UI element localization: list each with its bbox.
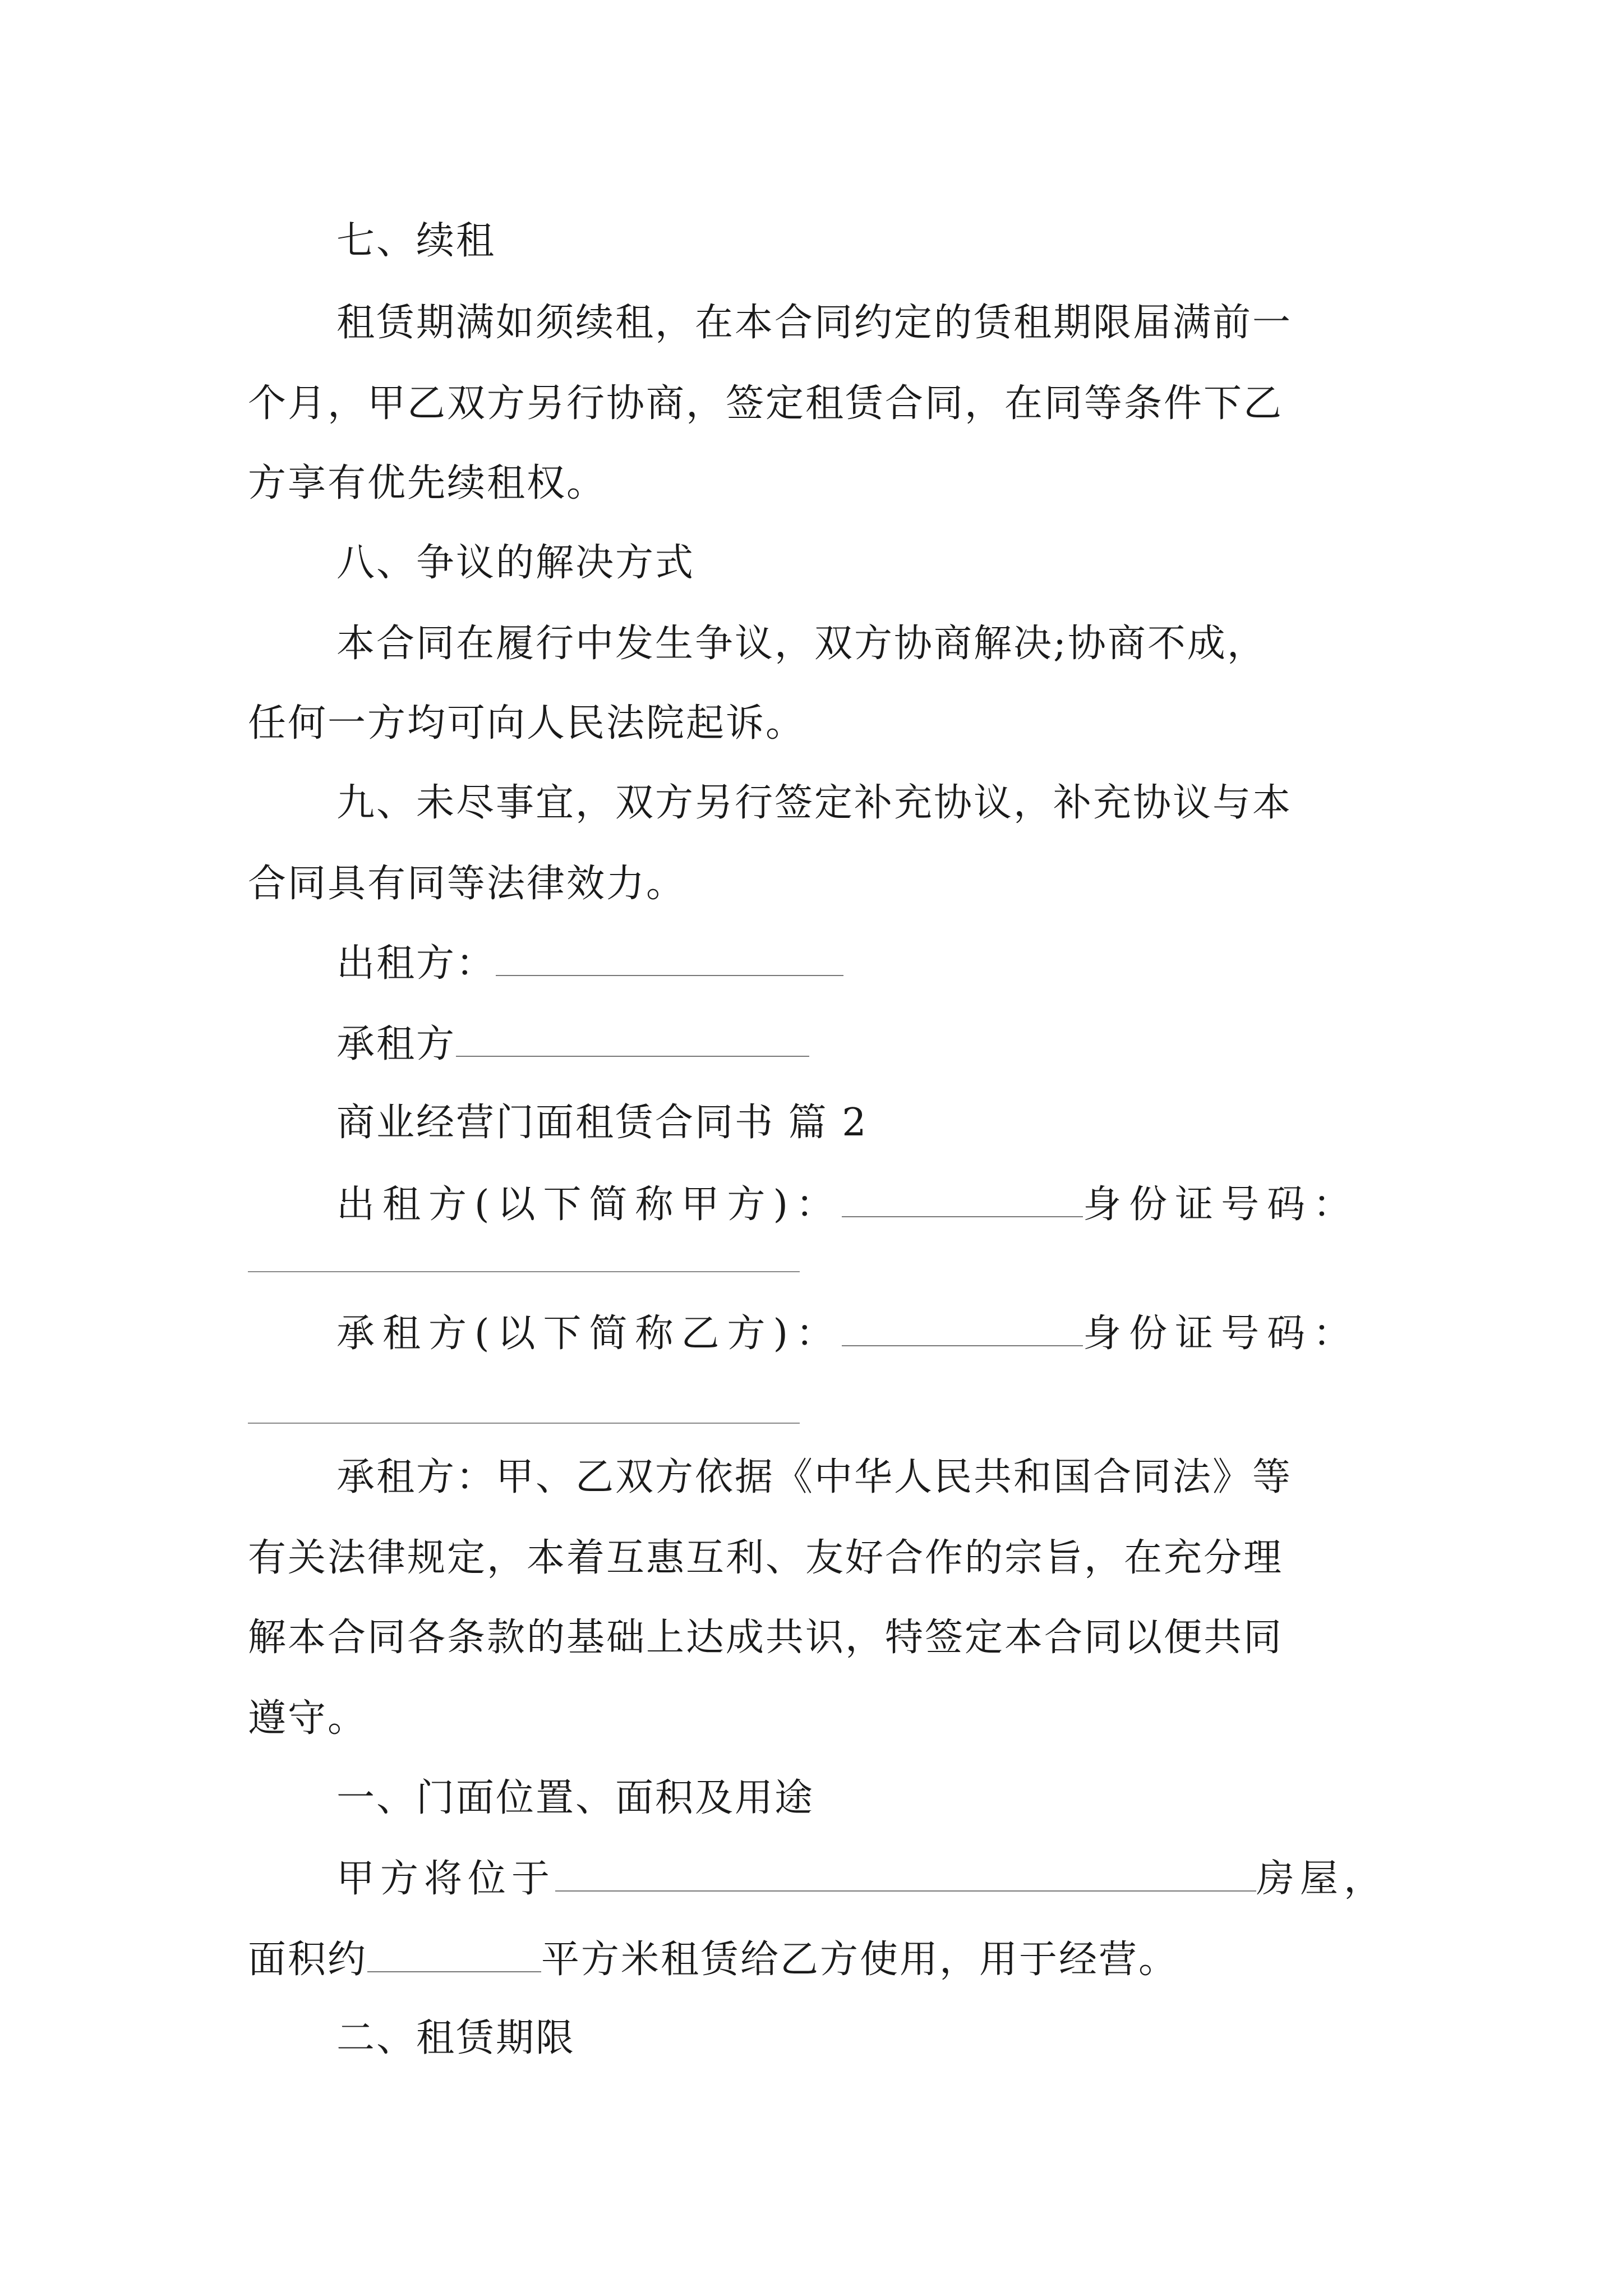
location-label: 甲方将位于 (336, 1857, 556, 1901)
paragraph-line: 任何一方均可向人民法院起诉。 (248, 701, 806, 746)
area-line (248, 1936, 1178, 1982)
party-a-name-blank (842, 1181, 1083, 1217)
lessor-label: 出租方： (336, 941, 496, 986)
party-b-id-label: 身份证号码： (1083, 1312, 1359, 1356)
party-a-id-label: 身份证号码： (1083, 1182, 1359, 1227)
party-a-id-blank (248, 1271, 800, 1272)
lessee-blank (456, 1021, 809, 1057)
location-blank (555, 1856, 1256, 1892)
lessee-label: 承租方 (336, 1022, 457, 1066)
area-suffix: 平方米租赁给乙方使用，用于经营。 (541, 1938, 1179, 1982)
location-line (336, 1856, 1387, 1902)
paragraph-line: 合同具有同等法律效力。 (248, 862, 686, 906)
contract-title-part-2: 商业经营门面租赁合同书 篇 2 (336, 1101, 868, 1145)
party-a-line (336, 1181, 1359, 1227)
area-blank (367, 1936, 541, 1972)
section-heading-term: 二、租赁期限 (336, 2016, 576, 2060)
section-heading-location: 一、门面位置、面积及用途 (336, 1776, 815, 1820)
paragraph-line: 九、未尽事宜，双方另行签定补充协议，补充协议与本 (336, 781, 1293, 825)
party-b-id-blank (248, 1423, 800, 1424)
lessee-signature-line (336, 1021, 809, 1067)
location-suffix: 房屋， (1256, 1857, 1388, 1901)
section-heading-dispute: 八、争议的解决方式 (336, 541, 695, 585)
paragraph-line: 遵守。 (248, 1696, 368, 1741)
paragraph-line: 有关法律规定，本着互惠互利、友好合作的宗旨，在充分理 (248, 1536, 1284, 1580)
paragraph-line: 方享有优先续租权。 (248, 461, 607, 505)
area-label: 面积约 (248, 1938, 368, 1982)
party-b-line (336, 1310, 1359, 1356)
section-heading-renewal: 七、续租 (336, 219, 496, 263)
paragraph-line: 个月，甲乙双方另行协商，签定租赁合同，在同等条件下乙 (248, 381, 1284, 426)
paragraph-line: 租赁期满如须续租，在本合同约定的赁租期限届满前一 (336, 301, 1293, 345)
paragraph-line: 本合同在履行中发生争议，双方协商解决;协商不成， (336, 622, 1267, 666)
party-b-label: 承租方(以下简称乙方)： (336, 1312, 842, 1356)
paragraph-line: 承租方：甲、乙双方依据《中华人民共和国合同法》等 (336, 1455, 1293, 1499)
party-a-label: 出租方(以下简称甲方)： (336, 1182, 842, 1227)
lessor-blank (496, 940, 843, 976)
party-b-name-blank (842, 1310, 1083, 1346)
paragraph-line: 解本合同各条款的基础上达成共识，特签定本合同以便共同 (248, 1616, 1284, 1660)
lessor-signature-line (336, 940, 843, 986)
